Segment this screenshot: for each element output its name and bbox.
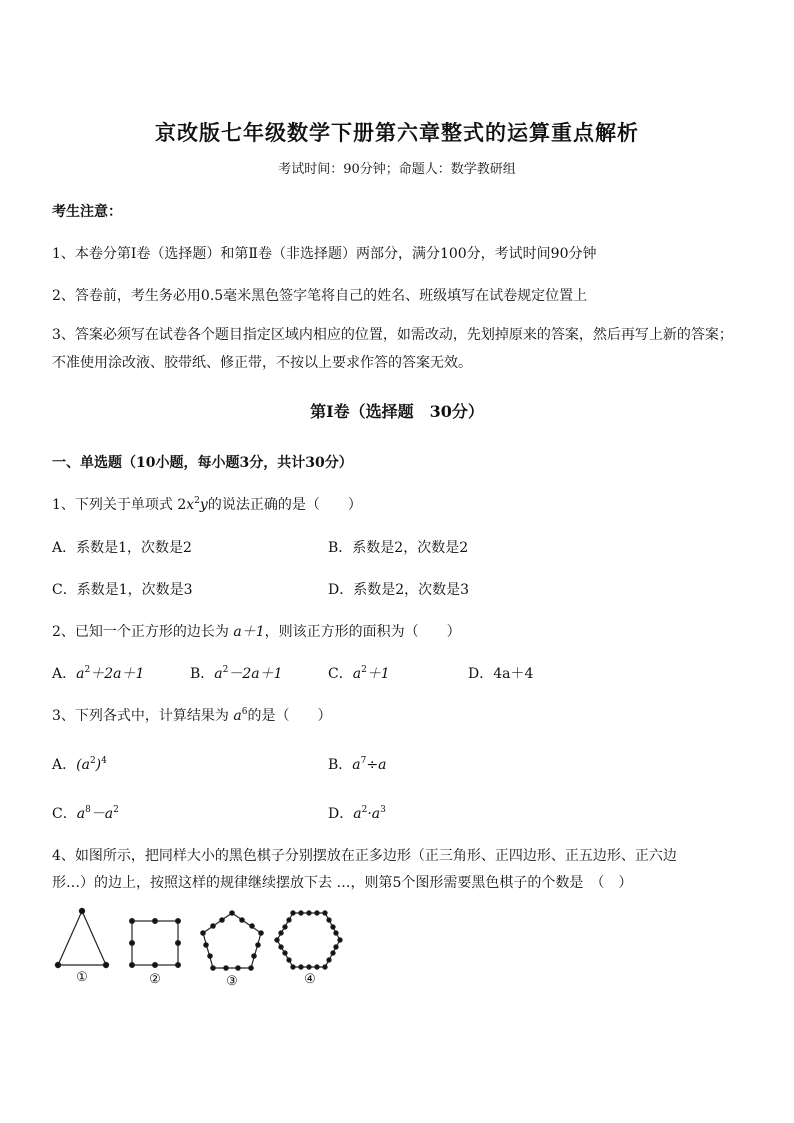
question-1-option-b[interactable]: B．系数是2，次数是2 — [328, 540, 469, 556]
page-title: 京改版七年级数学下册第六章整式的运算重点解析 — [155, 120, 639, 145]
question-1-stem: 1、下列关于单项式 $2x^2y$的说法正确的是（ ） — [52, 496, 362, 513]
figure-label-4: ④ — [304, 972, 316, 987]
question-2-stem: 2、已知一个正方形的边长为 a＋1，则该正方形的面积为（ ） — [52, 624, 461, 640]
question-2-option-b[interactable]: B．$a^2-2a+1$ — [190, 665, 283, 682]
question-4-stem-line-2: 形…）的边上，按照这样的规律继续摆放下去 …，则第5个图形需要黑色棋子的个数是 （ ） — [52, 875, 633, 891]
figure-triangle — [55, 908, 108, 967]
figure-hexagon — [275, 911, 342, 969]
exam-info: 考试时间：90分钟；命题人：数学教研组 — [278, 162, 516, 177]
figure-label-1: ① — [76, 970, 88, 985]
question-2-option-a[interactable]: A．$a^2+2a+1$ — [52, 665, 145, 682]
figure-label-3: ③ — [226, 974, 238, 989]
notice-heading: 考生注意： — [52, 204, 122, 220]
question-1-option-d[interactable]: D．系数是2，次数是3 — [328, 582, 470, 598]
notice-item-1: 1、本卷分第Ⅰ卷（选择题）和第Ⅱ卷（非选择题）两部分，满分100分，考试时间90分钟 — [52, 246, 597, 262]
question-3-option-d[interactable]: D．$a^2\cdot a^3$ — [328, 805, 386, 822]
question-3-option-c[interactable]: C．$a^8-a^2$ — [52, 805, 119, 822]
figure-square — [130, 919, 181, 968]
notice-item-2: 2、答卷前，考生务必用0.5毫米黑色签字笔将自己的姓名、班级填写在试卷规定位置上 — [52, 288, 588, 304]
section-title: 第Ⅰ卷（选择题 30分） — [310, 402, 484, 421]
question-2-option-d[interactable]: D．4a＋4 — [468, 666, 534, 682]
part-heading: 一、单选题（10小题，每小题3分，共计30分） — [52, 455, 353, 471]
figure-label-2: ② — [149, 972, 161, 987]
notice-item-3: 3、答案必须写在试卷各个题目指定区域内相应的位置，如需改动，先划掉原来的答案，然后再写上新的答案；不准使用涂改液、胶带纸、修正带，不按以上要求作答的答案无效。 — [52, 327, 733, 371]
figure-pentagon — [201, 911, 263, 970]
question-1-option-a[interactable]: A．系数是1，次数是2 — [52, 540, 192, 556]
question-2-option-c[interactable]: C．$a^2+1$ — [328, 665, 390, 682]
question-1-option-c[interactable]: C．系数是1，次数是3 — [52, 582, 193, 598]
question-3-option-b[interactable]: B．$a^7\div a$ — [328, 756, 387, 773]
question-4-stem-line-1: 4、如图所示，把同样大小的黑色棋子分别摆放在正多边形（正三角形、正四边形、正五边形、正六边 — [52, 848, 677, 864]
question-3-option-a[interactable]: A．$(a^2)^4$ — [52, 756, 107, 773]
question-3-stem: 3、下列各式中，计算结果为 $a^6$的是（ ） — [52, 707, 332, 724]
